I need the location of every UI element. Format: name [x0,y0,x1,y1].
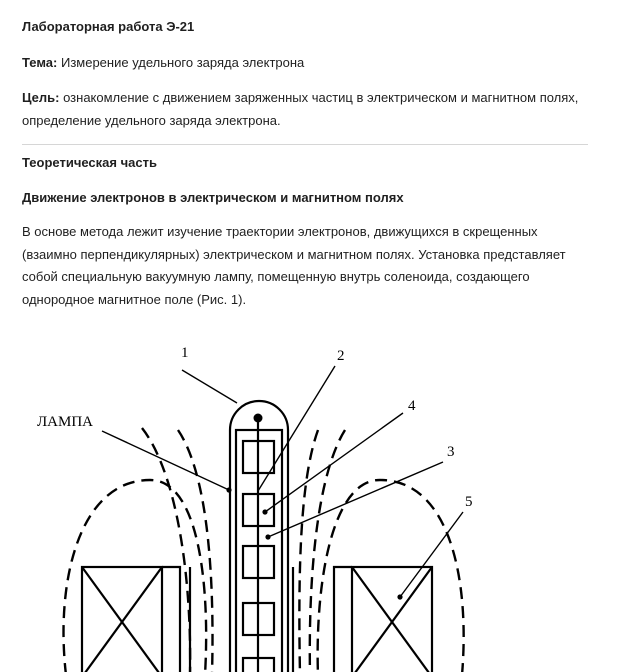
callout-2: 2 [337,348,345,364]
section-divider [22,144,588,145]
topic-value: Измерение удельного заряда электрона [60,55,305,70]
field-line-left-mid [178,430,213,672]
callout-dot-5 [397,594,402,599]
callout-line-1 [182,370,237,403]
topic-label: Тема: [22,55,58,70]
callout-1: 1 [181,345,189,361]
solenoid-core-left [162,567,180,672]
page-title: Лабораторная работа Э-21 [22,19,195,34]
callout-line-3 [268,462,443,537]
goal-value: ознакомление с движением заряженных частиц в электрическом и магнитном полях, определение удельного заряда электрона. [22,90,579,128]
section-title: Теоретическая часть [22,155,157,170]
goal-line [22,87,588,132]
callout-dot-4 [262,509,267,514]
callout-5: 5 [465,494,473,510]
solenoid-core-right [334,567,352,672]
topic-line [22,52,304,75]
callout-dot-lamp [226,487,231,492]
lamp-label: ЛАМПА [37,414,94,430]
body-paragraph: В основе метода лежит изучение траектории электронов, движущихся в скрещенных (взаимно перпендикулярных) электрическом и магнитном полях. Установка представляет собой специальную вакуумную лампу, помещенную внутрь соленоида, создающего однородное магнитное поле (Рис. 1). [22,224,566,307]
callout-4: 4 [408,398,416,414]
cathode-dot [254,414,263,423]
subsection-title: Движение электронов в электрическом и магнитном полях [22,190,404,205]
field-line-right-outer [318,480,464,672]
field-line-left-inner [142,428,190,672]
callout-3: 3 [447,444,455,460]
field-line-left-outer [64,480,207,672]
goal-label: Цель: [22,90,60,105]
callout-line-2 [258,366,335,491]
callout-line-4 [265,413,403,512]
lamp-solenoid-figure [0,330,624,672]
callout-dot-3 [265,534,270,539]
callout-line-lamp [102,431,229,490]
